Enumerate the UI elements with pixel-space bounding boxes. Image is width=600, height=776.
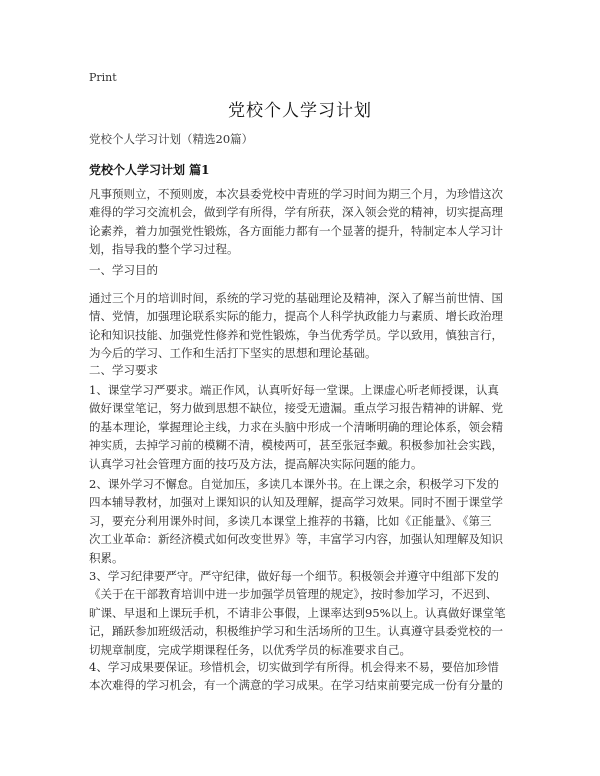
requirement-3-paragraph xyxy=(89,567,513,659)
text-line: 做好课堂笔记，努力做到思想不缺位，接受无遗漏。重点学习报告精神的讲解、党 xyxy=(89,401,503,416)
text-line: 积累。 xyxy=(89,550,124,565)
requirement-2-paragraph xyxy=(89,475,513,567)
text-line: 凡事预则立，不预则废，本次县委党校中青班的学习时间为期三个月，为珍惜这次 xyxy=(89,187,503,201)
text-line: 记，踊跃参加班级活动，积极维护学习和生活场所的卫生。认真遵守县委党校的一 xyxy=(89,624,503,639)
text-line: 难得的学习交流机会，做到学有所得，学有所获，深入领会党的精神，切实提高理 xyxy=(89,205,503,220)
text-line: 1、课堂学习严要求。端正作风，认真听好每一堂课。上课虚心听老师授课，认真 xyxy=(89,383,499,397)
print-link[interactable]: Print xyxy=(89,71,117,84)
heading-requirements: 二、学习要求 xyxy=(89,363,158,377)
text-line: 次工业革命：新经济模式如何改变世界》等，丰富学习内容，加强认知理解及知识 xyxy=(89,532,503,547)
text-line: 习，要充分利用课外时间，多读几本课堂上推荐的书籍，比如《正能量》、《第三 xyxy=(89,513,492,528)
text-line: 论素养，着力加强党性锻炼，各方面能力都有一个显著的提升，特制定本人学习计 xyxy=(89,223,503,238)
text-line: 四本辅导教材，加强对上课知识的认知及理解，提高学习效果。同时不囿于课堂学 xyxy=(89,495,503,510)
text-line: 旷课、早退和上课玩手机，不请非公事假，上课率达到95%以上。认真做好课堂笔 xyxy=(89,605,506,620)
intro-paragraph xyxy=(89,185,513,259)
text-line: 通过三个月的培训时间，系统的学习党的基础理论及精神，深入了解当前世情、国 xyxy=(89,291,503,305)
heading-goal: 一、学习目的 xyxy=(89,263,158,277)
requirement-1-paragraph xyxy=(89,381,513,473)
document-subtitle: 党校个人学习计划（精选20篇） xyxy=(89,132,254,146)
text-line: 为今后的学习、工作和生活打下坚实的思想和理论基础。 xyxy=(89,346,377,361)
text-line: 《关于在干部教育培训中进一步加强学员管理的规定》，按时参加学习，不迟到、 xyxy=(89,587,498,602)
text-line: 情、党情，加强理论联系实际的能力，提高个人科学执政能力与素质、增长政治理 xyxy=(89,309,503,324)
text-line: 4、学习成果要保证。珍惜机会，切实做到学有所得。机会得来不易，要倍加珍惜 xyxy=(89,660,499,674)
text-line: 神实质，去掉学习前的模糊不清，模棱两可，甚至张冠李戴。积极参加社会实践， xyxy=(89,438,503,453)
section-heading: 党校个人学习计划 篇1 xyxy=(89,163,210,177)
text-line: 3、学习纪律要严守。严守纪律，做好每一个细节。积极领会并遵守中组部下发的 xyxy=(89,569,499,583)
text-line: 切规章制度，完成学期课程任务，以优秀学员的标准要求自己。 xyxy=(89,642,411,657)
page-title: 党校个人学习计划 xyxy=(228,101,372,121)
text-line: 的基本理论，掌握理论主线，力求在头脑中形成一个清晰明确的理论体系，领会精 xyxy=(89,419,503,434)
text-line: 论和知识技能、加强党性修养和党性锻炼，争当优秀学员。学以致用，慎独言行， xyxy=(89,327,503,342)
text-line: 认真学习社会管理方面的技巧及方法，提高解决实际问题的能力。 xyxy=(89,456,423,471)
goal-paragraph xyxy=(89,289,513,363)
text-line: 2、课外学习不懈怠。自觉加压，多读几本课外书。在上课之余，积极学习下发的 xyxy=(89,477,499,491)
text-line: 本次难得的学习机会，有一个满意的学习成果。在学习结束前要完成一份有分量的 xyxy=(89,678,503,693)
requirement-4-paragraph xyxy=(89,658,513,695)
text-line: 划，指导我的整个学习过程。 xyxy=(89,242,239,257)
